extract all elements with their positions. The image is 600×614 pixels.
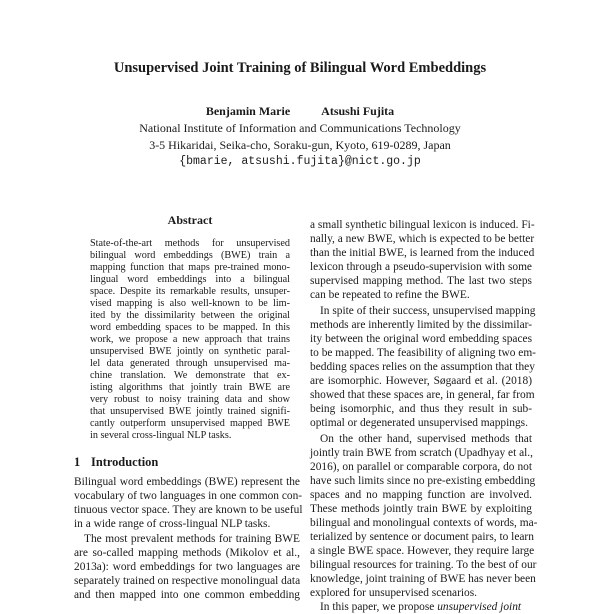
body-line: and then mapped into one common embedding (74, 589, 300, 601)
abstract-line: very robust to noisy training data and show (90, 394, 290, 405)
abstract-line: ited by the dissimilarity between the original (90, 310, 290, 321)
body-line: bilingual and monolingual contexts of words, ma- (310, 517, 538, 529)
abstract-heading: Abstract (167, 213, 213, 227)
abstract-line: in several cross-lingual NLP tasks. (90, 430, 232, 441)
body-line: can be repeated to refine the BWE. (310, 289, 470, 301)
abstract-line: vised mapping is also well-known to be lim- (90, 298, 290, 309)
abstract-line: unsupervised BWE jointly on synthetic paral- (90, 346, 290, 357)
abstract-line: that unsupervised BWE jointly trained signifi- (90, 406, 290, 417)
author-name: Atsushi Fujita (321, 104, 395, 118)
body-line: being isomorphic, and thus they result in sub- (310, 403, 532, 415)
body-line: 2016), on parallel or comparable corpora, do not (310, 461, 532, 473)
body-line: nally, a new BWE, which is expected to be better (310, 233, 535, 245)
abstract-line: work, we propose a new approach that trains (90, 334, 290, 345)
body-line: terialized by sentence or document pairs, to learn (310, 531, 534, 543)
body-line: ity between the original word embedding spaces (310, 333, 532, 345)
body-line: bedding spaces relies on the assumption that they (310, 361, 535, 373)
body-line: The most prevalent methods for training BWE (84, 533, 300, 545)
body-line (310, 600, 532, 614)
paper-title: Unsupervised Joint Training of Bilingual Word Embeddings (113, 60, 487, 76)
body-line: tinuous vector space. They are known to be useful (74, 504, 303, 516)
body-line: showed that these spaces are, in general, far from (310, 389, 535, 401)
abstract-line: chine translation. We demonstrate that ex- (90, 370, 290, 381)
body-line: are so-called mapping methods (Mikolov et al., (74, 547, 300, 559)
body-line: a small synthetic bilingual lexicon is induced. Fi- (310, 219, 535, 231)
abstract-line: isting algorithms that jointly train BWE are (90, 382, 290, 393)
body-line: Bilingual word embeddings (BWE) represent the (74, 476, 300, 488)
body-text: In this paper, we propose (320, 601, 438, 613)
emphasized-term: unsupervised joint (437, 601, 522, 613)
body-line: 2013a): word embeddings for two languages are (74, 561, 300, 573)
author-email: {bmarie, atsushi.fujita}@nict.go.jp (179, 155, 421, 168)
body-line: bilingual resources for training. To the best of our (310, 559, 537, 571)
body-line: than the initial BWE, is learned from the induced (310, 247, 535, 259)
abstract-line: bilingual word embeddings (BWE) train a (90, 250, 290, 261)
section-heading (74, 455, 158, 470)
body-line: vocabulary of two languages in one common con- (74, 490, 303, 502)
affiliation-line: 3-5 Hikaridai, Seika-cho, Soraku-gun, Kyoto, 619-0289, Japan (149, 138, 451, 152)
body-line: methods are inherently limited by the dissimilar- (310, 319, 532, 331)
body-line: lexicon through a pseudo-supervision with some (310, 261, 532, 273)
affiliation-line: National Institute of Information and Communications Technology (139, 121, 461, 135)
body-line: knowledge, joint training of BWE has never been (310, 573, 536, 585)
body-line: In spite of their success, unsupervised mapping (320, 305, 536, 317)
abstract-line: lingual word embeddings into a bilingual (90, 274, 290, 285)
section-number: 1 (74, 455, 81, 469)
abstract-line: State-of-the-art methods for unsupervised (90, 238, 290, 249)
body-line: On the other hand, supervised methods that (320, 433, 532, 445)
body-line: in a wide range of cross-lingual NLP tasks. (74, 518, 271, 530)
abstract-line: cantly outperform unsupervised mapped BWE (90, 418, 290, 429)
body-line: are isomorphic. However, Søgaard et al. (2018) (310, 375, 532, 387)
body-line: a single BWE space. However, they require large (310, 545, 535, 557)
body-line: supervised mapping method. The last two steps (310, 275, 532, 287)
author-name: Benjamin Marie (205, 104, 291, 118)
body-line: explored for unsupervised scenarios. (310, 587, 478, 599)
body-line: optimal or degenerated unsupervised mappings. (310, 417, 528, 429)
body-line: have such limits since no pre-existing embedding (310, 475, 536, 487)
author-list (0, 104, 600, 119)
abstract-line: lel data generated through unsupervised ma- (90, 358, 290, 369)
body-line: jointly train BWE from scratch (Upadhyay et al., (310, 447, 533, 459)
abstract-line: mapping function that maps pre-trained mono- (90, 262, 290, 273)
section-title: Introduction (91, 455, 159, 469)
body-line: These methods jointly train BWE by exploiting (310, 503, 532, 515)
abstract-line: word embedding spaces to be mapped. In this (90, 322, 290, 333)
body-line: separately trained on respective monolingual data (74, 575, 301, 587)
body-line: to be mapped. The feasibility of aligning two em- (310, 347, 536, 359)
body-line: spaces and no mapping function are involved. (310, 489, 532, 501)
abstract-line: space. Despite its remarkable results, unsuper- (90, 286, 290, 297)
